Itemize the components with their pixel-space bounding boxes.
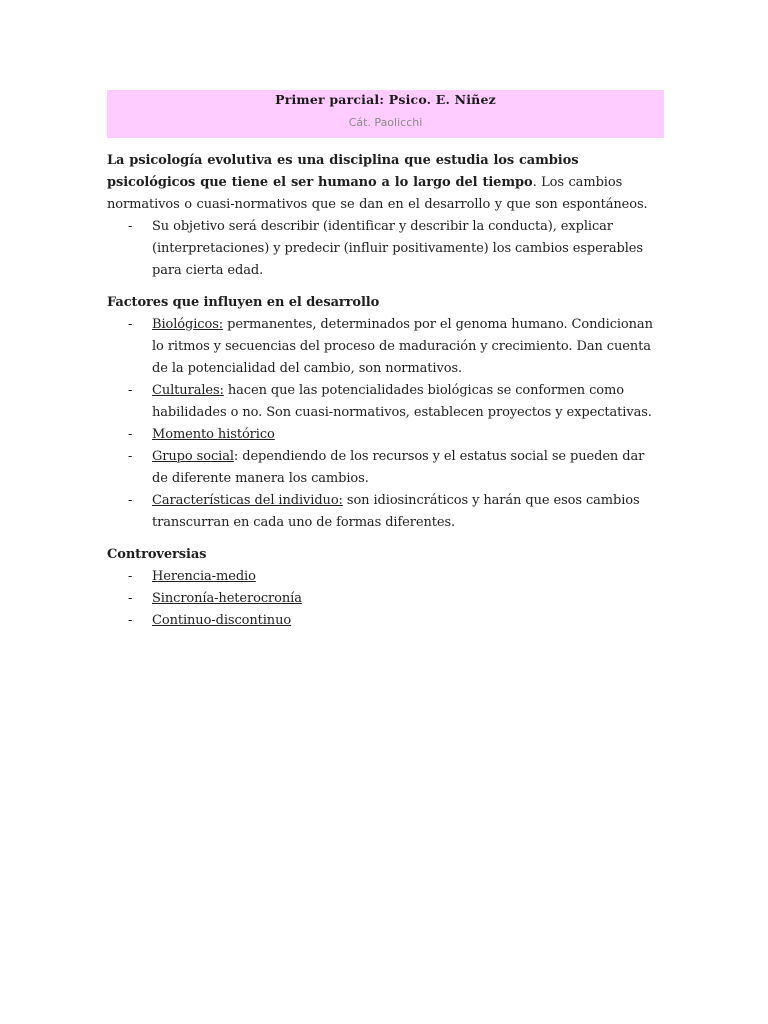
controversy-item: Continuo-discontinuo [152, 613, 292, 628]
controversies-heading: Controversias [107, 547, 207, 562]
list-item [107, 446, 664, 490]
factor-term: Características del individuo: [152, 493, 343, 508]
intro-paragraph [107, 150, 664, 216]
factor-term: Culturales: [152, 383, 224, 398]
intro-rest-text: . Los cambios normativos o cuasi-normativos que se dan en el desarrollo y que son espontáneos. [107, 175, 648, 212]
objective-list [107, 216, 664, 282]
factor-term: Momento histórico [152, 427, 275, 442]
dash-bullet: - [128, 569, 133, 584]
dash-bullet: - [128, 591, 133, 606]
document-title: Primer parcial: Psico. E. Niñez [275, 92, 496, 107]
list-item [107, 588, 664, 610]
list-item [107, 424, 664, 446]
factor-term: Biológicos: [152, 317, 224, 332]
dash-bullet: - [128, 383, 133, 398]
dash-bullet: - [128, 317, 133, 332]
list-item [107, 490, 664, 534]
dash-bullet: - [128, 493, 133, 508]
dash-bullet: - [128, 219, 133, 234]
factors-heading: Factores que influyen en el desarrollo [107, 295, 380, 310]
factor-text: permanentes, determinados por el genoma humano. Condicionan lo ritmos y secuencias del proceso de maduración y crecimiento. Dan cuenta de la potencialidad del cambio, son normativos. [152, 317, 653, 376]
controversy-item: Sincronía-heterocronía [152, 591, 302, 606]
factor-text: : dependiendo de los recursos y el estatus social se pueden dar de diferente manera los cambios. [152, 449, 645, 486]
factor-term: Grupo social [152, 449, 234, 464]
intro-bold-text: La psicología evolutiva es una disciplina que estudia los cambios psicológicos que tiene el ser humano a lo largo del tiempo [107, 153, 579, 190]
list-item [107, 380, 664, 424]
dash-bullet: - [128, 613, 133, 628]
dash-bullet: - [128, 449, 133, 464]
dash-bullet: - [128, 427, 133, 442]
header-banner [107, 90, 664, 138]
list-item [107, 216, 664, 282]
list-item [107, 610, 664, 632]
factor-text: hacen que las potencialidades biológicas se conformen como habilidades o no. Son cuasi-normativos, establecen proyectos y expectativas. [152, 383, 652, 420]
objective-text: Su objetivo será describir (identificar y describir la conducta), explicar (interpretaciones) y predecir (influir positivamente) los cambios esperables para cierta edad. [152, 219, 643, 278]
factor-text: son idiosincráticos y harán que esos cambios transcurran en cada uno de formas diferentes. [152, 493, 640, 530]
factors-list [107, 314, 664, 534]
document-page [107, 90, 664, 632]
controversy-item: Herencia-medio [152, 569, 256, 584]
document-subtitle: Cát. Paolicchi [348, 116, 423, 129]
list-item [107, 566, 664, 588]
list-item [107, 314, 664, 380]
controversies-list [107, 566, 664, 632]
